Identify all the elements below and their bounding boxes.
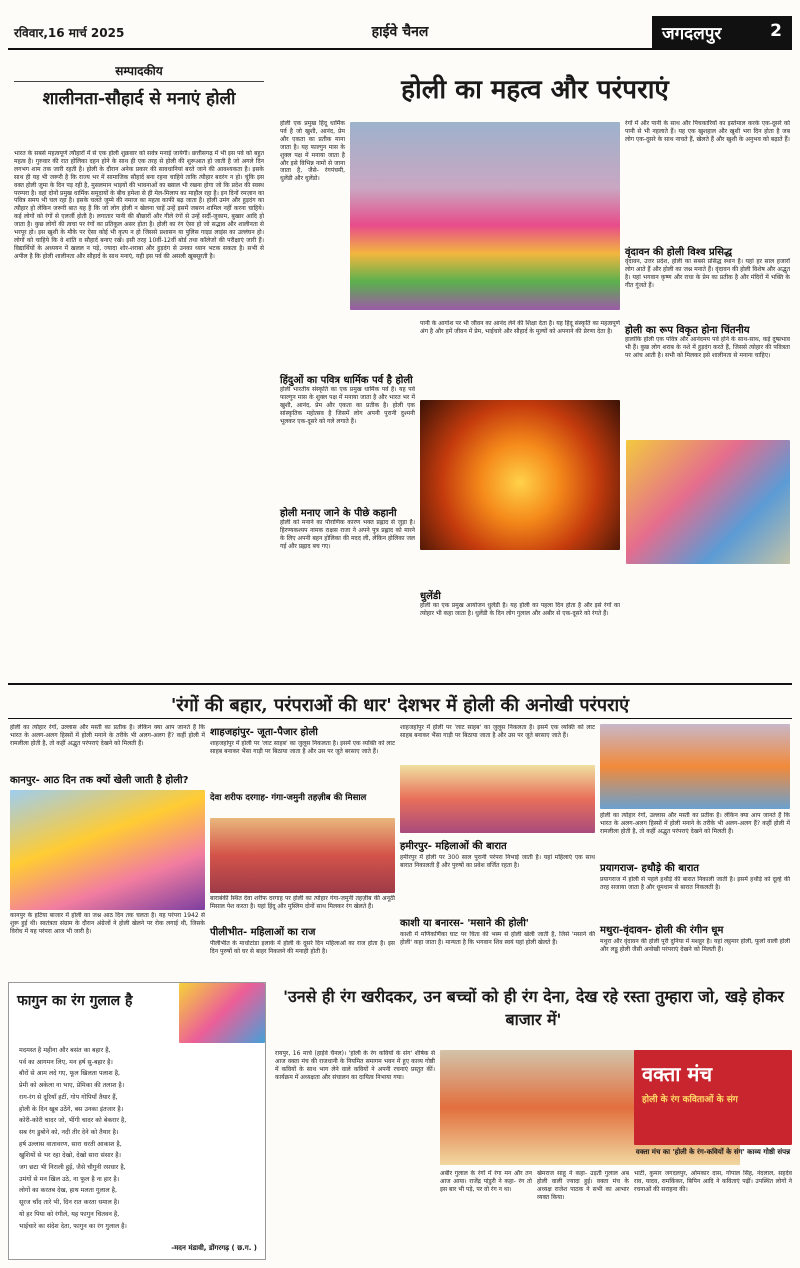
subhead-shahjahanpur: शाहजहांपुर- जूता-पैजार होली bbox=[210, 727, 318, 738]
subhead-prayagraj: प्रयागराज- हथौड़े की बारात bbox=[600, 863, 699, 874]
mathura-text: मथुरा और वृंदावन की होली पूरी दुनिया में मशहूर है। यहां लट्ठमार होली, फूलों वाली होली और लड्डू होली जैसी अनोखी परंपराएं देखने को मिलती हैं। bbox=[600, 938, 790, 953]
editorial-tag: सम्पादकीय bbox=[14, 62, 264, 82]
feature-col4: पानी के आगोश पर भी जीवन का आनंद लेने की शिक्षा देता है। यह हिंदू संस्कृति का महत्वपूर्ण अंग है और हमें जीवन में प्रेम, भाईचारे और सौहार्द के मूल्यों को अपनाने की प्रेरणा देता है। bbox=[420, 320, 620, 335]
masthead bbox=[8, 14, 792, 50]
editorial-body: भारत के सबसे महत्वपूर्ण त्यौहारों में से एक होली शुक्रवार को सर्वत्र मनाई जायेगी। छत्तीसगढ़ में भी इस पर्व को बहुत महत्व है। गुरुवार की रात होलिका दहन होने के साथ ही एक तरह से होली की शुरूआत हो जाती है जो अगले दिन लगभग शाम तक जारी रहती है। होली के दौरान अनेक प्रकार की सावधानियां बरते जाने की आवश्यकता है। इसके साथ ही यह भी जरूरी है कि राज्य भर में सामाजिक सौहार्द बना रहना चाहिये ताकि त्यौहार बदरंग न हो। चूंकि इस वक्त होली जुमा के दिन पड़ रही है, मुसलमान भाइयों की भावनाओं का ख्याल भी रखना होगा जो कि प्रदेश की स्वस्थ परम्परा है। वहां दोनों प्रमुख धार्मिक समुदायों के बीच हमेशा से ही मेल-मिलाप का माहौल रहा है। इन दिनों रमज़ान का पवित्र समय भी चल रहा है। इसके चलते जुम्मे की नमाज का महत्व काफी बढ़ जाता है। होली उमंग और हुड़दंग का त्यौहार हो लेकिन जरूरी बात यह है कि जो लोग होली न खेलना चाहें उन्हें इसमें जबरन शामिल नहीं करना चाहिये। कई लोगों को रंगों से एलर्जी होती है। लगातार पानी की बौछारों और गीले रंगों से उन्हें सर्दी-जुकाम, बुखार आदि हो जाता है। कुछ लोगों की त्वचा पर रंगों का प्रतिकूल असर होता है। होली का रंग ऐसा हो जो सद्भाव और शालीनता से भरपूर हो। इस खुशी के मौके पर ऐसा कोई भी कृत्य न हो जिससे प्रशासन या पुलिस गाइड लाइंस का उल्लंघन हो। लोगों को चाहिये कि वे शांति व सौहार्द बनाए रखें। इसी तरह 10वीं-12वीं बोर्ड तथा कॉलेजों की परीक्षाएं जारी हैं। विद्यार्थियों के अध्ययन में खलल न पड़े, ज्यादा शोर-शराबा और हुड़दंग से उनका ध्यान भटक सकता है। सभी से अपील है कि होली शालीनता और सौहार्द के साथ मनाएं, यही इस पर्व की असली खूबसूरती है। bbox=[14, 150, 264, 260]
poem-title: फागुन का रंग गुलाल है bbox=[17, 993, 133, 1009]
band-col4-text: होली का त्योहार रंगों, उल्लास और मस्ती का प्रतीक है। लेकिन क्या आप जानते हैं कि भारत के अलग-अलग हिस्सों में होली मनाने के तरीके भी अलग-अलग हैं? कहीं होली में रामलीला होती है, तो कहीं अद्भुत परंपराएं देखने को मिलती हैं। bbox=[600, 812, 790, 835]
kanpur-text: कानपुर के हटिया बाजार में होली का जश्न आठ दिन तक चलता है। यह परंपरा 1942 से शुरू हुई थी। स्वतंत्रता संग्राम के दौरान अंग्रेजों ने होली खेलने पर रोक लगाई थी, जिसके विरोध में यह परंपरा आज भी जारी है। bbox=[10, 912, 205, 935]
event-quote: 'उनसे ही रंग खरीदकर, उन बच्चों को ही रंग देना, देख रहे रस्ता तुम्हारा जो, खड़े होकर बाजार में' bbox=[283, 987, 784, 1030]
event-body-2: अबीर गुलाल के रंगों में रंगा मन और तन आज आया। राजेंद्र पांडुरी ने कहा- रंग तो इस बार भी पड़े, पर वो रंग न था। bbox=[440, 1170, 532, 1193]
poem-lines: मदमस्त है महीना और बसंत का बहार है, पर्व का आगमन लिए, मन हर्ष सु-बहार है। बौरों से आम लदे गए, फूल खिलता पलाश है, प्रेमी को अकेला ना भाए, प्रेमिका की तलाश है। राग-रंग से दूरियाँ हटीं, गोप गोपियाँ तैयार हैं, होली के दिन खूब उठेंगे, बस उनका इंतजार है। कोरी-कोरी चादर जो, भींगी चादर को बेकरार है, सब रंग डुबोने को, नदी तीर देने को तैयार है। हर्ष उल्लास वातावरण, सारा धरती आकाश है, खुशियों से भर रहा देखो, देखो सारा संसार है। जग छटा भी निराली हुई, जैसे चौगुनी रसधार है, उमंगों से मन खिल उठे, ना फूल है ना हार है। लोगों का करतब देख, हाथ मलता गुलाल है, सूरज चाँद तारे भी, दिन रात करता धमाल है। यो हर पिया को रंगीले, यह फागुन चितवन है, भाईचारे का संदेश देता, फागुन का रंग गुलाल है। bbox=[19, 1047, 127, 1230]
band-title: 'रंगों की बहार, परंपराओं की धार' देशभर में होली की अनोखी परंपराएं bbox=[8, 683, 792, 719]
vikrit-text: हालांकि होली एक पवित्र और आनंदमय पर्व होने के साथ-साथ, कई दुष्प्रभाव भी हैं। कुछ लोग शराब के नशे में हुड़दंग करते हैं, जिससे त्योहार की पवित्रता पर आंच आती है। सभी को मिलकर इसे शालीनता से मनाना चाहिए। bbox=[625, 336, 790, 359]
poem-author: -मदन मंडावी, डोंगरगढ़ ( छ.ग. ) bbox=[171, 1244, 257, 1252]
dharmik-text: होली भारतीय संस्कृति का एक प्रमुख धार्मिक पर्व है। यह पर्व फाल्गुन मास के शुक्ल पक्ष में मनाया जाता है और भारत भर में खुशी, आनंद, प्रेम और एकता का प्रतीक है। होली एक सांस्कृतिक महोत्सव है जिसमें लोग अपनी पुरानी दुश्मनी भूलकर एक-दूसरे को गले लगाते हैं। bbox=[280, 386, 415, 425]
prayagraj-text: प्रयागराज में होली से पहले हथौड़े की बारात निकाली जाती है। इसमें हथौड़े को दूल्हे की तरह सजाया जाता है और धूमधाम से बारात निकलती है। bbox=[600, 876, 790, 891]
shahjahanpur-text: शाहजहांपुर में होली पर 'लाट साहब' का जुलूस निकलता है। इसमें एक व्यक्ति को लाट साहब बनाकर भैंसा गाड़ी पर बिठाया जाता है और उस पर जूते बरसाए जाते हैं। bbox=[210, 740, 395, 755]
kashi-text: काशी में मणिकर्णिका घाट पर चिता की भस्म से होली खेली जाती है, जिसे 'मसाने की होली' कहा जाता है। मान्यता है कि भगवान शिव स्वयं यहां होली खेलते हैं। bbox=[400, 931, 595, 946]
stage-subtitle: होली के रंग कविताओं के संग bbox=[642, 1095, 738, 1105]
subhead-dhuleti: धुलेंडी bbox=[420, 591, 441, 602]
holi-celebration-photo bbox=[626, 440, 790, 564]
color-powder-photo bbox=[179, 983, 265, 1043]
subhead-kahani: होली मनाए जाने के पीछे कहानी bbox=[280, 508, 397, 519]
subhead-hamirpur: हमीरपुर- महिलाओं की बारात bbox=[400, 841, 507, 852]
hamirpur-text: हमीरपुर में होली पर 300 साल पुरानी परंपरा निभाई जाती है। यहां महिलाएं एक साथ बारात निकालती हैं और पुरुषों का प्रवेश वर्जित रहता है। bbox=[400, 854, 595, 869]
city-banner bbox=[652, 16, 792, 48]
paper-name: हाईवे चैनल bbox=[371, 24, 429, 40]
kahani-text: होली को मनाने का पौराणिक कारण भक्त प्रह्लाद से जुड़ा है। हिरण्यकश्यप नामक राक्षस राजा ने अपने पुत्र प्रह्लाद को मारने के लिए अपनी बहन होलिका की मदद ली, लेकिन होलिका जल गई और प्रह्लाद बच गए। bbox=[280, 519, 415, 550]
band-col3-text: शाहजहांपुर में होली पर 'लाट साहब' का जुलूस निकलता है। इसमें एक व्यक्ति को लाट साहब बनाकर भैंसा गाड़ी पर बिठाया जाता है और उस पर जूते बरसाए जाते हैं। bbox=[400, 724, 595, 739]
city-name: जगदलपुर bbox=[662, 24, 722, 44]
subhead-kanpur: कानपुर- आठ दिन तक क्यों खेली जाती है होली? bbox=[10, 775, 189, 786]
feature-title: होली का महत्व और परंपराएं bbox=[401, 75, 669, 105]
feature-intro: होली एक प्रमुख हिंदू धार्मिक पर्व है जो खुशी, आनंद, प्रेम और एकता का प्रतीक माना जाता है। यह फाल्गुन मास के शुक्ल पक्ष में मनाया जाता है और इसे विभिन्न नामों से जाना जाता है, जैसे- रंगपंचमी, धुलेंडी और धुलेंडो। bbox=[280, 120, 345, 183]
issue-date: रविवार,16 मार्च 2025 bbox=[14, 26, 125, 40]
stage-title: वक्ता मंच bbox=[642, 1062, 713, 1086]
subhead-vrindavan: वृंदावन की होली विश्व प्रसिद्ध bbox=[625, 247, 733, 258]
subhead-mathura: मथुरा-वृंदावन- होली की रंगीन धूम bbox=[600, 925, 724, 936]
poem-box bbox=[8, 982, 266, 1260]
stage-banner-photo bbox=[634, 1050, 792, 1145]
subhead-pilibhit: पीलीभीत- महिलाओं का राज bbox=[210, 927, 316, 938]
subhead-vikrit: होली का रूप विकृत होना चिंतनीय bbox=[625, 325, 750, 336]
event-body-1: रायपुर, 16 मार्च (हाईवे चैनल)। 'होली के रंग कवियों के संग' शीर्षक से आज वक्ता मंच की राजधानी के नियमित समागम भवन में हुए काव्य गोष्ठी में कवियों के साथ भाग लेने वाले कवियों ने अपनी रचनाएं प्रस्तुत कीं। कार्यक्रम में अध्यक्षता और संचालन का दायित्व निभाया गया। bbox=[275, 1050, 435, 1081]
event-body-3: खेमराज साहू ने कहा- उड़ती गुलाल अब होली वाली ज्यादा हुई। वक्ता मंच के अध्यक्ष राजेश पाठक ने सभी का आभार व्यक्त किया। bbox=[537, 1170, 629, 1201]
vrindavan-text: वृंदावन, उत्तर प्रदेश, होली का सबसे प्रसिद्ध स्थान है। यहां हर साल हजारों लोग आते हैं और होली का जश्न मनाते हैं। वृंदावन की होली विशेष और अद्भुत है। यहां भगवान कृष्ण और राधा के प्रेम का प्रतीक है और मंदिरों में भक्ति के गीत गूंजते हैं। bbox=[625, 258, 790, 289]
event-caption: वक्ता मंच का 'होली के रंग-कवियों के संग' काव्य गोष्ठी संपन्न bbox=[635, 1148, 791, 1156]
pilibhit-text: पीलीभीत के माधोटांडा इलाके में होली के दूसरे दिन महिलाओं का राज होता है। इस दिन पुरुषों को घर से बाहर निकलने की मनाही होती है। bbox=[210, 940, 395, 955]
editorial-title: शालीनता-सौहार्द से मनाएं होली bbox=[42, 89, 236, 109]
page-number: 2 bbox=[770, 21, 782, 41]
feature-col2: रंगों में और पानी के साथ और पिचकारियों का इस्तेमाल करके एक-दूसरे को पानी से भी नहलाते हैं। यह एक खुशहाल और खुशी भरा दिन होता है जब लोग एक-दूसरे के साथ नाचते हैं, खेलते हैं और खुशी के अनुभव को बढ़ाते हैं। bbox=[625, 120, 790, 143]
subhead-dharmik: हिंदुओं का पवित्र धार्मिक पर्व है होली bbox=[280, 375, 413, 386]
kanpur-photo bbox=[10, 790, 205, 910]
prayagraj-photo bbox=[600, 724, 790, 809]
subhead-dewa: देवा शरीफ दरगाह- गंगा-जमुनी तहज़ीब की मिसाल bbox=[210, 793, 367, 803]
dewa-text: बाराबंकी स्थित देवा शरीफ दरगाह पर होली का त्योहार गंगा-जमुनी तहज़ीब की अनूठी मिसाल पेश करता है। यहां हिंदू और मुस्लिम दोनों साथ मिलकर रंग खेलते हैं। bbox=[210, 895, 395, 910]
holika-dahan-photo bbox=[420, 400, 620, 550]
dewa-sharif-photo bbox=[210, 818, 395, 893]
dhuleti-text: होली का एक प्रमुख आयोजन धुलेंडी है। यह होली का पहला दिन होता है और इसे रंगों का त्योहार भी कहा जाता है। धुलेंडी के दिन लोग गुलाल और अबीर से एक-दूसरे को रंगते हैं। bbox=[420, 602, 620, 617]
holi-crowd-photo bbox=[350, 122, 620, 310]
event-body-4: भाटी, कुमार जगदलपुर, ओमकार दास, गोपाल सिंह, नंदलाल, सहदेव राव, यादव, रामकिंकर, बिपिन आदि ने कविताएं पढ़ीं। उपस्थित लोगों ने रचनाओं की सराहना की। bbox=[634, 1170, 792, 1193]
womens-procession-photo bbox=[400, 765, 595, 833]
subhead-kashi: काशी या बनारस- 'मसाने की होली' bbox=[400, 918, 529, 929]
band-intro: होली का त्योहार रंगों, उल्लास और मस्ती का प्रतीक है। लेकिन क्या आप जानते हैं कि भारत के अलग-अलग हिस्सों में होली मनाने के तरीके भी अलग-अलग हैं? कहीं होली में रामलीला होती है, तो कहीं अद्भुत परंपराएं देखने को मिलती हैं। bbox=[10, 724, 205, 747]
